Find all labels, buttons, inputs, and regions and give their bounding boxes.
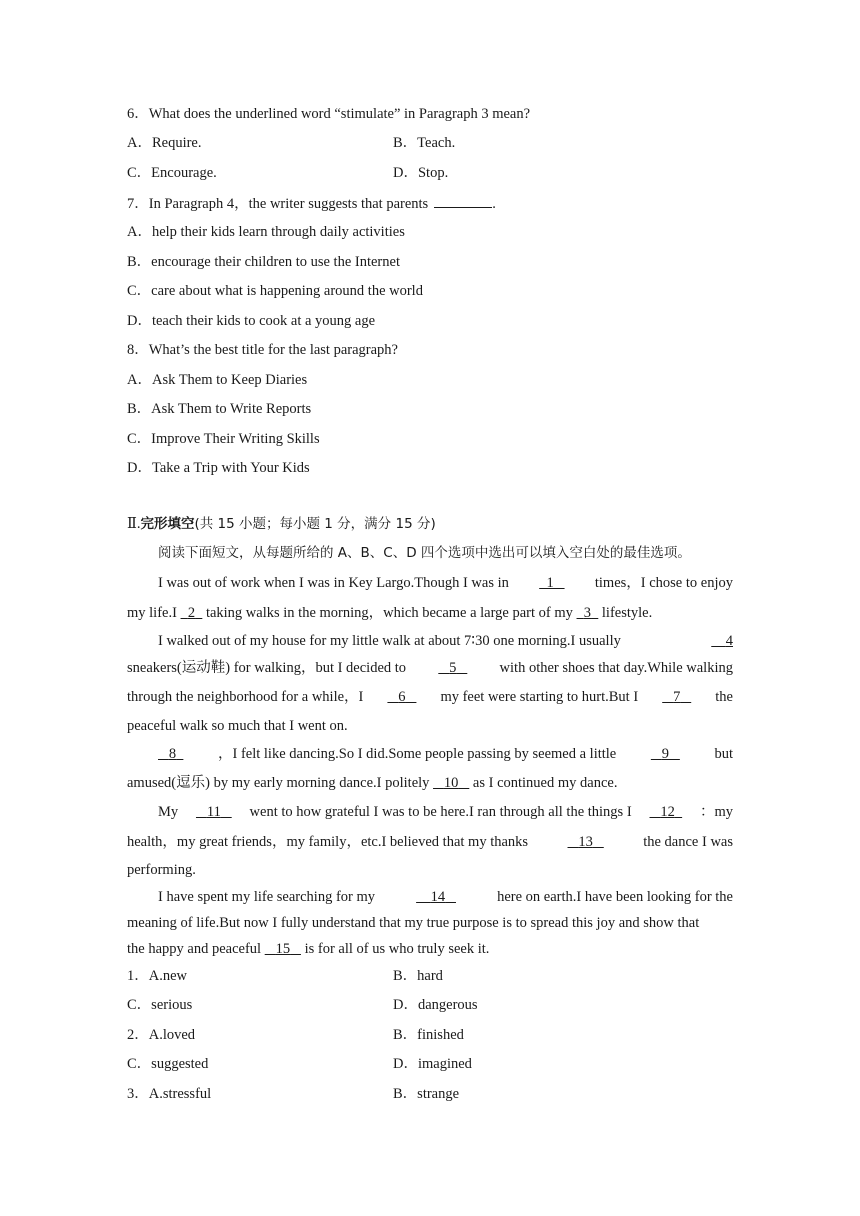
cloze-3-option-b: B．strange: [393, 1086, 460, 1102]
passage-line: through the neighborhood for a while，I 6 my feet were starting to hurt.But I 7 the: [127, 689, 733, 705]
question-7-stem-line: [127, 193, 496, 214]
question-7-option-c: C．care about what is happening around the world: [127, 283, 423, 299]
cloze-2-option-d: D．imagined: [393, 1056, 472, 1072]
blank-2: 2: [187, 605, 196, 621]
passage-line: performing.: [127, 862, 196, 878]
passage-line: 8 ，I felt like dancing.So I did.Some people passing by seemed a little 9 but: [158, 744, 733, 764]
blank-8: 8: [168, 746, 177, 762]
blank-12: 12: [660, 804, 675, 820]
blank-14: 14: [430, 889, 446, 905]
blank-3: 3: [583, 605, 592, 621]
cloze-1-option-d: D．dangerous: [393, 997, 478, 1013]
blank-7: 7: [673, 689, 681, 705]
section-roman: Ⅱ.: [127, 516, 141, 532]
question-6-option-a: A．Require.: [127, 135, 202, 151]
passage-line: amused(逗乐) by my early morning dance.I politely 10 as I continued my dance.: [127, 775, 618, 791]
answer-blank: [434, 193, 492, 208]
section-heading: [127, 514, 436, 534]
section-instruction: 阅读下面短文，从每题所给的 A、B、C、D 四个选项中选出可以填入空白处的最佳选项。: [158, 545, 691, 561]
question-7-option-b: B．encourage their children to use the Internet: [127, 254, 400, 270]
cloze-2-option-c: C．suggested: [127, 1056, 209, 1072]
blank-5: 5: [449, 660, 457, 676]
passage-line: the happy and peaceful 15 is for all of us who truly seek it.: [127, 941, 490, 957]
cloze-2-option-b: B．finished: [393, 1027, 464, 1043]
question-6-option-b: B．Teach.: [393, 135, 456, 151]
passage-line: My 11 went to how grateful I was to be here.I ran through all the things I 12 ：my: [158, 804, 733, 820]
blank-13: 13: [578, 834, 593, 850]
cloze-3-option-a: 3．A.stressful: [127, 1086, 212, 1102]
question-7-stem-end: .: [492, 196, 496, 212]
question-7-stem: 7．In Paragraph 4，the writer suggests that parents: [127, 196, 429, 212]
passage-line: sneakers(运动鞋) for walking，but I decided to 5 with other shoes that day.While walking: [127, 660, 733, 676]
blank-1: 1: [539, 575, 565, 591]
blank-10: 10: [443, 775, 459, 791]
cloze-1-option-b: B．hard: [393, 968, 443, 984]
blank-15: 15: [275, 941, 291, 957]
passage-line: peaceful walk so much that I went on.: [127, 718, 348, 734]
passage-line: my life.I 2 taking walks in the morning，which became a large part of my 3 lifestyle.: [127, 605, 653, 621]
passage-line: I was out of work when I was in Key Largo.Though I was in 1 times，I chose to enjoy: [158, 575, 733, 591]
passage-line: meaning of life.But now I fully understand that my true purpose is to spread this joy and show that: [127, 915, 700, 931]
passage-line: I walked out of my house for my little walk at about 7∶30 one morning.I usually 4: [158, 633, 733, 649]
question-8-stem: 8．What’s the best title for the last paragraph?: [127, 342, 398, 358]
question-8-option-d: D．Take a Trip with Your Kids: [127, 460, 310, 476]
cloze-1-option-c: C．serious: [127, 997, 193, 1013]
cloze-2-option-a: 2．A.loved: [127, 1027, 196, 1043]
question-7-option-d: D．teach their kids to cook at a young age: [127, 313, 376, 329]
section-title: 完形填空: [140, 516, 195, 532]
question-6-option-d: D．Stop.: [393, 165, 449, 181]
question-7-option-a: A．help their kids learn through daily activities: [127, 224, 405, 240]
question-8-option-a: A．Ask Them to Keep Diaries: [127, 372, 308, 388]
question-8-option-b: B．Ask Them to Write Reports: [127, 401, 312, 417]
question-8-option-c: C．Improve Their Writing Skills: [127, 431, 320, 447]
passage-line: health，my great friends，my family，etc.I believed that my thanks 13 the dance I was: [127, 834, 733, 850]
blank-11: 11: [206, 804, 221, 820]
passage-line: I have spent my life searching for my 14 here on earth.I have been looking for the: [158, 889, 733, 905]
question-6-stem: 6．What does the underlined word “stimulate” in Paragraph 3 mean?: [127, 106, 531, 122]
question-6-option-c: C．Encourage.: [127, 165, 217, 181]
blank-6: 6: [398, 689, 406, 705]
section-rule: (共 15 小题；每小题 1 分，满分 15 分): [194, 516, 436, 532]
blank-9: 9: [661, 746, 669, 762]
blank-4: 4: [725, 633, 733, 649]
cloze-1-option-a: 1．A.new: [127, 968, 188, 984]
